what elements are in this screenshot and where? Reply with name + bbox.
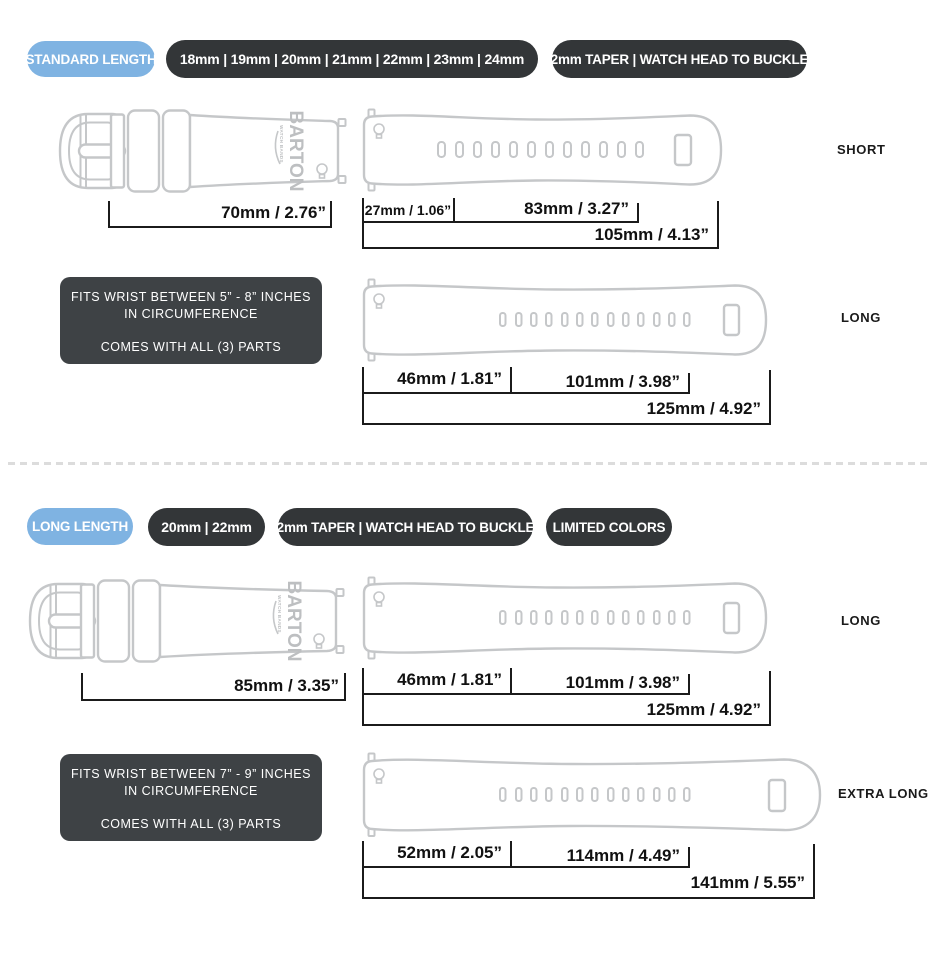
band-outline	[364, 285, 766, 354]
buckle-band-illustration-standard	[52, 106, 348, 196]
svg-text:BARTON: BARTON	[282, 580, 304, 662]
info-line: IN CIRCUMFERENCE	[124, 784, 258, 798]
info-line: IN CIRCUMFERENCE	[124, 307, 258, 321]
band-outline	[364, 115, 721, 184]
long-tail-measurement: 46mm / 1.81”	[397, 369, 502, 388]
long-info-box	[60, 754, 322, 841]
strap-fold	[81, 585, 94, 658]
info-line: COMES WITH ALL (3) PARTS	[100, 340, 282, 354]
extra-long-band-measurements	[362, 841, 815, 899]
tuck-slot	[675, 135, 691, 165]
long-total-measurement: 125mm / 4.92”	[646, 700, 761, 719]
barton-logo-text	[285, 111, 306, 192]
barton-logo-tagline	[277, 595, 282, 633]
barton-logo-text	[283, 581, 304, 662]
info-line: COMES WITH ALL (3) PARTS	[100, 817, 282, 831]
keeper-loop	[133, 581, 160, 662]
standard-sizes-badge: 18mm | 19mm | 20mm | 21mm | 22mm | 23mm | 24mm	[166, 40, 538, 78]
tuck-slot	[724, 305, 739, 335]
keeper-loop	[163, 111, 190, 192]
short-main-measurement: 83mm / 3.27”	[524, 199, 629, 218]
buckle-measurement-long	[81, 673, 346, 701]
standard-taper-badge: 2mm TAPER | WATCH HEAD TO BUCKLE	[552, 40, 807, 78]
short-band-measurements	[362, 198, 719, 249]
long-sizes-badge: 20mm | 22mm	[148, 508, 265, 546]
extra-long-band-illustration	[356, 752, 826, 838]
short-total-measurement: 105mm / 4.13”	[594, 225, 709, 244]
buckle-measurement-text: 70mm / 2.76”	[221, 203, 326, 222]
long-total-measurement: 125mm / 4.92”	[646, 399, 761, 418]
spring-bar-nub	[339, 119, 346, 126]
long-main-measurement: 101mm / 3.98”	[565, 372, 680, 391]
limited-colors-badge: LIMITED COLORS	[546, 508, 672, 546]
strap-fold	[111, 115, 124, 188]
spring-bar-nub	[339, 176, 346, 183]
long-length-badge: LONG LENGTH	[27, 508, 133, 545]
short-band-illustration	[356, 108, 726, 192]
buckle-measurement-text: 85mm / 3.35”	[234, 676, 339, 695]
spring-bar-nub	[337, 646, 344, 653]
info-line: FITS WRIST BETWEEN 5” - 8” INCHES	[71, 290, 311, 304]
svg-text:WATCH BANDS: WATCH BANDS	[277, 595, 282, 633]
section-divider	[8, 462, 930, 465]
short-band-label: SHORT	[837, 142, 886, 157]
extra-long-band-label: EXTRA LONG	[838, 786, 929, 801]
svg-text:BARTON: BARTON	[284, 110, 306, 192]
tuck-slot	[769, 780, 785, 811]
long-band-label: LONG	[841, 613, 881, 628]
info-line: FITS WRIST BETWEEN 7” - 9” INCHES	[71, 767, 311, 781]
spring-bar-nub	[337, 589, 344, 596]
long-band-illustration-long	[356, 576, 771, 660]
keeper-loop	[128, 111, 159, 192]
long-main-measurement: 101mm / 3.98”	[565, 673, 680, 692]
barton-logo-tagline	[279, 125, 284, 163]
long-band-illustration-standard	[356, 278, 771, 362]
buckle-strap	[190, 115, 338, 187]
svg-text:WATCH BANDS: WATCH BANDS	[279, 125, 284, 163]
long-band-measurements-standard	[362, 367, 771, 425]
long-taper-badge: 2mm TAPER | WATCH HEAD TO BUCKLE	[278, 508, 533, 546]
standard-info-box	[60, 277, 322, 364]
extra-long-main-measurement: 114mm / 4.49”	[566, 846, 680, 865]
band-outline	[364, 583, 766, 652]
long-tail-measurement: 46mm / 1.81”	[397, 670, 502, 689]
long-band-measurements-long	[362, 668, 771, 726]
standard-length-badge: STANDARD LENGTH	[27, 41, 155, 77]
extra-long-tail-measurement: 52mm / 2.05”	[397, 843, 502, 862]
keeper-loop	[98, 581, 129, 662]
buckle-measurement-standard	[108, 201, 332, 228]
long-band-label: LONG	[841, 310, 881, 325]
buckle-strap	[160, 585, 336, 657]
buckle-band-illustration-long	[28, 575, 346, 667]
tuck-slot	[724, 603, 739, 633]
short-tail-measurement: 27mm / 1.06”	[364, 202, 452, 218]
extra-long-total-measurement: 141mm / 5.55”	[690, 873, 805, 892]
